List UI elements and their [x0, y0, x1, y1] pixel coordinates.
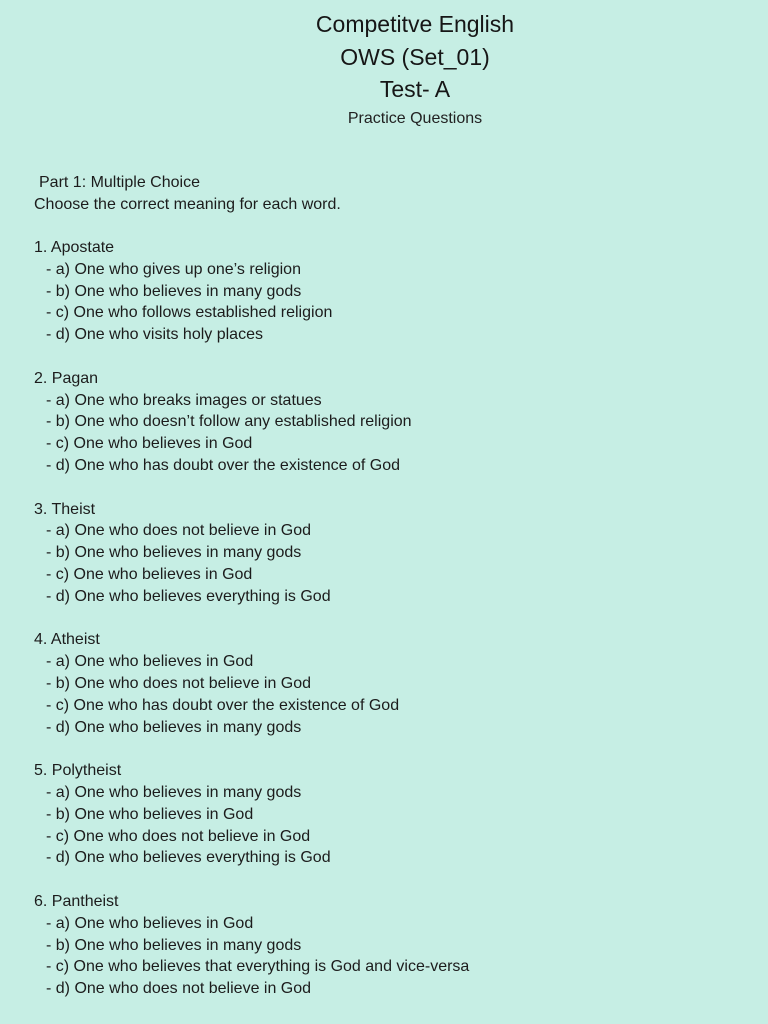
- answer-option: - d) One who does not believe in God: [46, 980, 312, 998]
- answer-option: - d) One who believes everything is God: [46, 587, 331, 605]
- option-list: [34, 520, 469, 607]
- question-label: 1. Apostate: [34, 239, 115, 256]
- question-list: [34, 237, 469, 1022]
- answer-option: - c) One who does not believe in God: [46, 827, 311, 845]
- question-label: 2. Pagan: [34, 369, 99, 387]
- answer-option: - c) One who believes in God: [46, 565, 253, 583]
- answer-option: - a) One who believes in God: [46, 653, 254, 671]
- answer-option: - c) One who has doubt over the existence of God: [46, 696, 400, 714]
- answer-option: - c) One who believes that everything is God and vice-versa: [46, 958, 470, 976]
- question-item: [34, 237, 469, 346]
- option-list: [34, 782, 469, 869]
- document-subtitle: Practice Questions: [347, 109, 483, 127]
- question-label: 5. Polytheist: [34, 762, 122, 780]
- question-label: 4. Atheist: [34, 631, 100, 649]
- answer-option: - d) One who has doubt over the existence of God: [46, 456, 400, 474]
- option-list: [34, 651, 469, 738]
- answer-option: - b) One who believes in many gods: [46, 544, 302, 562]
- answer-option: - b) One who believes in God: [46, 805, 254, 823]
- answer-option: - b) One who doesn’t follow any established religion: [46, 413, 412, 431]
- question-item: [34, 368, 469, 477]
- option-list: [34, 913, 469, 1000]
- document-title-line-2: OWS (Set_01): [340, 43, 490, 70]
- answer-option: - c) One who follows established religion: [46, 304, 333, 322]
- answer-option: - a) One who believes in many gods: [46, 783, 302, 801]
- answer-option: - b) One who does not believe in God: [46, 674, 312, 692]
- document-title-line-3: Test- A: [379, 76, 451, 102]
- answer-option: - a) One who believes in God: [46, 914, 254, 932]
- question-label: 6. Pantheist: [34, 892, 119, 910]
- answer-option: - d) One who believes everything is God: [46, 849, 331, 867]
- answer-option: - b) One who believes in many gods: [46, 936, 302, 954]
- part-title: Part 1: Multiple Choice: [39, 174, 200, 191]
- option-list: [34, 390, 469, 477]
- question-label: 3. Theist: [34, 500, 96, 518]
- question-item: [34, 629, 469, 738]
- answer-option: - c) One who believes in God: [46, 435, 253, 453]
- answer-option: - d) One who visits holy places: [46, 326, 263, 344]
- question-item: [34, 891, 469, 1000]
- document-title-line-1: Competitve English: [315, 11, 515, 37]
- answer-option: - b) One who believes in many gods: [46, 282, 302, 300]
- document-header: [0, 8, 768, 130]
- answer-option: - a) One who breaks images or statues: [46, 391, 322, 409]
- option-list: [34, 259, 469, 346]
- answer-option: - a) One who does not believe in God: [46, 522, 312, 540]
- question-item: [34, 760, 469, 869]
- answer-option: - d) One who believes in many gods: [46, 718, 302, 736]
- part-instruction: Choose the correct meaning for each word.: [34, 195, 341, 213]
- question-item: [34, 499, 469, 608]
- answer-option: - a) One who gives up one’s religion: [46, 260, 301, 278]
- part-section: [34, 172, 341, 216]
